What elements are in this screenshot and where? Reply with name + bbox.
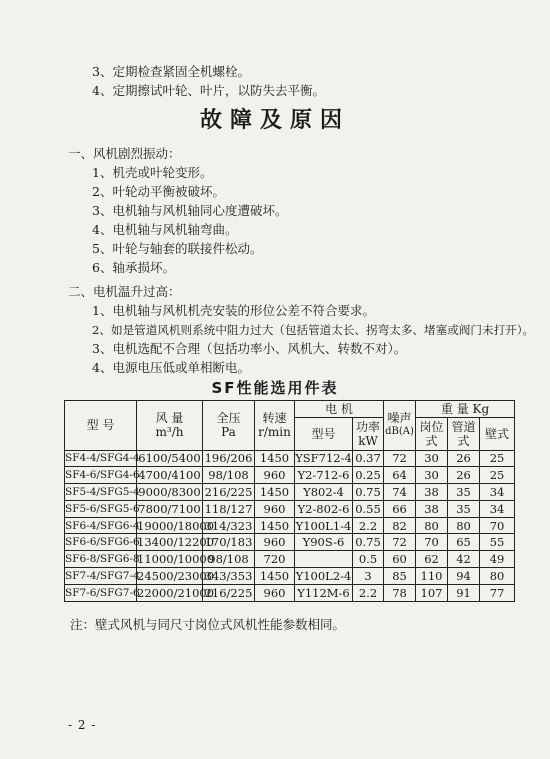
cell-weight-wall: 70	[480, 517, 515, 534]
cell-noise: 66	[384, 500, 416, 517]
cell-airflow: 9000/8300	[138, 484, 201, 499]
cell-motor-model: Y112M-6	[295, 584, 353, 601]
cell-weight-post: 38	[416, 500, 448, 517]
cell-pressure: 196/206	[203, 450, 255, 467]
cell-motor-power: 2.2	[353, 584, 384, 601]
cell-airflow: 11000/10000	[137, 552, 215, 567]
cell-pressure: 98/108	[203, 551, 255, 568]
page-number: - 2 -	[68, 718, 97, 732]
section1-item: 5、叶轮与轴套的联接件松动。	[92, 241, 263, 256]
cell-airflow: 4700/4100	[138, 468, 201, 483]
cell-pressure: 343/353	[203, 568, 255, 585]
cell-speed: 1450	[255, 484, 295, 501]
header-weight-post-label: 岗位式	[419, 419, 444, 448]
cell-speed: 720	[255, 551, 295, 568]
cell-model: SF5-4/SFG5-4	[65, 484, 137, 501]
cell-weight-duct: 26	[448, 467, 480, 484]
cell-motor-power: 0.37	[353, 450, 384, 467]
table-row	[65, 584, 515, 601]
header-weight-duct-label: 管道式	[451, 419, 476, 448]
cell-model: SF7-6/SFG7-6	[65, 584, 137, 601]
header-noise	[384, 401, 416, 451]
cell-model: SF4-6/SFG4-6	[65, 467, 137, 484]
cell-motor-model: Y802-4	[295, 484, 353, 501]
performance-table	[64, 400, 515, 602]
cell-speed: 960	[255, 467, 295, 484]
cell-model: SF6-4/SFG6-4	[65, 517, 137, 534]
cell-model: SF5-6/SFG5-6	[65, 500, 137, 517]
cell-pressure: 170/183	[203, 534, 255, 551]
table-title: SF性能选用件表	[211, 379, 339, 397]
cell-model: SF7-4/SFG7-4	[65, 568, 137, 585]
cell-airflow: 13400/12200	[137, 535, 215, 550]
cell-pressure: 216/225	[203, 484, 255, 501]
section2-item: 1、电机轴与风机机壳安装的形位公差不符合要求。	[92, 303, 375, 318]
header-noise-unit: dB(A)	[385, 426, 414, 438]
header-weight-wall: 壁式	[480, 417, 515, 450]
top-item-4: 4、定期擦试叶轮、叶片，以防失去平衡。	[92, 83, 325, 98]
cell-noise: 72	[384, 450, 416, 467]
cell-weight-duct: 91	[448, 584, 480, 601]
cell-motor-power: 2.2	[353, 517, 384, 534]
cell-speed: 1450	[255, 568, 295, 585]
section1-item: 6、轴承损坏。	[92, 260, 175, 275]
cell-weight-duct: 42	[448, 551, 480, 568]
header-motor-model: 型号	[295, 417, 353, 450]
cell-weight-post: 110	[416, 568, 448, 585]
section1-item: 1、机壳或叶轮变形。	[92, 165, 213, 180]
cell-speed: 960	[255, 534, 295, 551]
header-weight-post	[416, 417, 448, 450]
table-row	[65, 500, 515, 517]
cell-motor-model: Y2-802-6	[295, 500, 353, 517]
cell-weight-duct: 35	[448, 484, 480, 501]
header-airflow-label: 风 量	[155, 411, 184, 426]
cell-noise: 72	[384, 534, 416, 551]
cell-weight-post: 80	[416, 517, 448, 534]
cell-weight-post: 62	[416, 551, 448, 568]
cell-noise: 85	[384, 568, 416, 585]
table-row	[65, 568, 515, 585]
cell-noise: 64	[384, 467, 416, 484]
cell-noise: 78	[384, 584, 416, 601]
header-motor-power-unit: kW	[358, 433, 378, 448]
cell-pressure: 98/108	[203, 467, 255, 484]
table-row	[65, 551, 515, 568]
header-model: 型 号	[65, 401, 137, 451]
cell-weight-duct: 26	[448, 450, 480, 467]
header-motor: 电 机	[295, 401, 384, 418]
header-airflow	[137, 401, 203, 451]
cell-motor-model: Y100L1-4	[295, 518, 352, 533]
cell-motor-power: 3	[353, 568, 384, 585]
header-speed-unit: r/min	[258, 425, 291, 440]
cell-noise: 82	[384, 517, 416, 534]
cell-speed: 1450	[255, 517, 295, 534]
cell-weight-wall: 25	[480, 450, 515, 467]
cell-noise: 74	[384, 484, 416, 501]
cell-model: SF4-4/SFG4-4	[65, 450, 137, 467]
cell-weight-post: 38	[416, 484, 448, 501]
cell-airflow: 24500/23000	[137, 568, 215, 583]
cell-weight-wall: 49	[480, 551, 515, 568]
cell-weight-wall: 77	[480, 584, 515, 601]
cell-weight-wall: 34	[480, 484, 515, 501]
header-pressure-label: 全压	[216, 411, 241, 426]
section2-item: 3、电机选配不合理（包括功率小、风机大、转数不对）。	[92, 341, 407, 356]
table-body	[65, 450, 515, 601]
section1-item: 2、叶轮动平衡被破坏。	[92, 184, 225, 199]
header-motor-power-label: 功率	[356, 419, 381, 434]
cell-weight-wall: 34	[480, 500, 515, 517]
cell-motor-model: Y2-712-6	[295, 467, 353, 484]
cell-pressure: 314/323	[203, 517, 255, 534]
table-row	[65, 450, 515, 467]
page-title: 故障及原因	[199, 108, 350, 133]
cell-weight-wall: 80	[480, 568, 515, 585]
cell-weight-post: 30	[416, 467, 448, 484]
table-row	[65, 484, 515, 501]
cell-weight-wall: 25	[480, 467, 515, 484]
cell-pressure: 216/225	[203, 584, 255, 601]
section2-heading: 二、电机温升过高：	[68, 284, 181, 299]
section1-item: 4、电机轴与风机轴弯曲。	[92, 222, 238, 237]
cell-weight-duct: 65	[448, 534, 480, 551]
header-motor-power	[353, 417, 384, 450]
cell-motor-model: YSF712-4	[295, 451, 352, 466]
cell-motor-model: Y90S-6	[295, 534, 353, 551]
cell-model: SF6-6/SFG6-6	[65, 534, 137, 551]
cell-weight-post: 70	[416, 534, 448, 551]
header-weight-duct	[448, 417, 480, 450]
top-item-3: 3、定期检查紧固全机螺栓。	[92, 64, 250, 79]
cell-pressure: 118/127	[203, 500, 255, 517]
cell-noise: 60	[384, 551, 416, 568]
table-row	[65, 517, 515, 534]
cell-speed: 960	[255, 500, 295, 517]
cell-airflow: 6100/5400	[138, 451, 201, 466]
cell-weight-duct: 80	[448, 517, 480, 534]
header-noise-label: 噪声	[387, 411, 412, 426]
cell-motor-power: 0.75	[353, 484, 384, 501]
header-pressure-unit: Pa	[221, 425, 236, 440]
header-airflow-unit: m³/h	[155, 425, 184, 440]
section1-heading: 一、风机剧烈振动：	[68, 146, 181, 161]
cell-motor-power: 0.5	[353, 551, 384, 568]
header-speed	[255, 401, 295, 451]
bleed-through-mark	[340, 62, 374, 91]
header-speed-label: 转速	[262, 411, 287, 426]
cell-motor-model	[295, 551, 353, 568]
cell-weight-duct: 94	[448, 568, 480, 585]
cell-speed: 1450	[255, 450, 295, 467]
cell-motor-model: Y100L2-4	[295, 568, 352, 583]
cell-motor-power: 0.55	[353, 500, 384, 517]
section2-item: 4、电源电压低或单相断电。	[92, 360, 250, 375]
cell-airflow: 22000/21000	[137, 585, 215, 600]
table-row	[65, 534, 515, 551]
cell-airflow: 7800/7100	[138, 501, 201, 516]
cell-weight-wall: 55	[480, 534, 515, 551]
cell-speed: 960	[255, 584, 295, 601]
header-pressure	[203, 401, 255, 451]
section1-item: 3、电机轴与风机轴同心度遭破坏。	[92, 203, 288, 218]
cell-weight-post: 30	[416, 450, 448, 467]
cell-model: SF6-8/SFG6-8	[65, 551, 137, 568]
cell-motor-power: 0.75	[353, 534, 384, 551]
section2-item: 2、如是管道风机则系统中阻力过大（包括管道太长、拐弯太多、堵塞或阀门未打开）。	[92, 323, 535, 337]
cell-motor-power: 0.25	[353, 467, 384, 484]
table-note: 注：壁式风机与同尺寸岗位式风机性能参数相同。	[70, 617, 346, 632]
table-row	[65, 467, 515, 484]
cell-weight-post: 107	[416, 584, 448, 601]
cell-airflow: 19000/18000	[137, 518, 215, 533]
cell-weight-duct: 35	[448, 500, 480, 517]
header-weight: 重 量 Kg	[416, 401, 515, 418]
